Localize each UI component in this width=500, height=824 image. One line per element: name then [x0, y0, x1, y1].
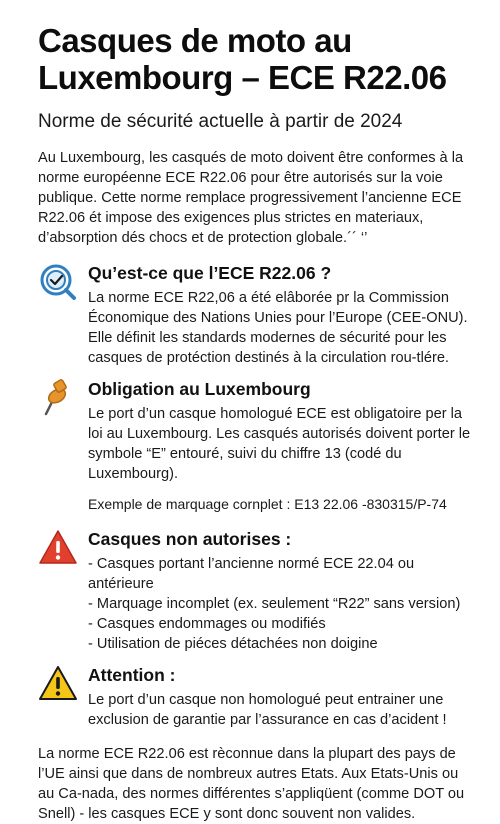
- section-title: Casques non autorises :: [88, 529, 292, 549]
- warning-red-icon: [38, 528, 78, 568]
- section-text: La norme ECE R22,06 a été elâborée pr la Commission Économique des Nations Unies pour l’Europe (CEE-ONU). Elle définit les standards modernes de sécurité pour les casques de protéction destinés à la circulation rou-tlére.: [88, 290, 468, 366]
- warning-yellow-icon: [38, 664, 78, 704]
- page-subtitle: Norme de sécurité actuelle à partir de 2024: [38, 111, 403, 132]
- page-title: Casques de moto au Luxembourg – ECE R22.06: [38, 22, 447, 96]
- footer-paragraph: La norme ECE R22.06 est rèconnue dans la plupart des pays de l’UE ainsi que dans de nombreux autres Etats. Aux Etats-Unis ou au Ca-nada, des normes différentes s’appliqüent (comme DOT ou Snell) - les casques ECE y sont donc souvent non valides.: [38, 746, 465, 822]
- section-text: Le port d’un casque non homologué peut entrainer une exclusion de garantie par l’assurance en cas d’acident !: [88, 692, 447, 728]
- section-title: Qu’est-ce que l’ECE R22.06 ?: [88, 263, 332, 283]
- section-not-allowed: [38, 528, 478, 654]
- list-item: - Casques portant l’ancienne normé ECE 22.04 ou antérieure: [88, 556, 415, 592]
- not-allowed-list: [88, 554, 478, 654]
- section-text: Le port d’un casque homologué ECE est obligatoire per la loi au Luxembourg. Les casqués autorisés doivent porter le symbole “E” entouré, suivi du chiffre 13 (codé du Luxembourg).: [88, 406, 471, 482]
- intro-paragraph: Au Luxembourg, les casqués de moto doivent être conformes à la norme européenne ECE R22.06 pour être autorisés sur la voie publique. Cette norme remplace progressivement l’ancienne ECE R22.06 ét impose des exigences plus strictes en materiaux, d’absorption dés chocs et de protection globale.´´ ‘’: [38, 150, 464, 246]
- section-attention: [38, 664, 478, 730]
- list-item: - Utilisation de piéces détachées non doigine: [88, 636, 378, 652]
- marking-example: Exemple de marquage cornplet : E13 22.06 -830315/P-74: [88, 496, 447, 512]
- list-item: - Marquage incomplet (ex. seulement “R22” sans version): [88, 596, 461, 612]
- section-title: Attention :: [88, 665, 176, 685]
- section-title: Obligation au Luxembourg: [88, 379, 311, 399]
- section-obligation: [38, 378, 478, 514]
- pushpin-icon: [38, 378, 78, 418]
- list-item: - Casques endommages ou modifiés: [88, 616, 326, 632]
- section-what-is-ece: [38, 262, 478, 368]
- magnifier-icon: [38, 262, 78, 302]
